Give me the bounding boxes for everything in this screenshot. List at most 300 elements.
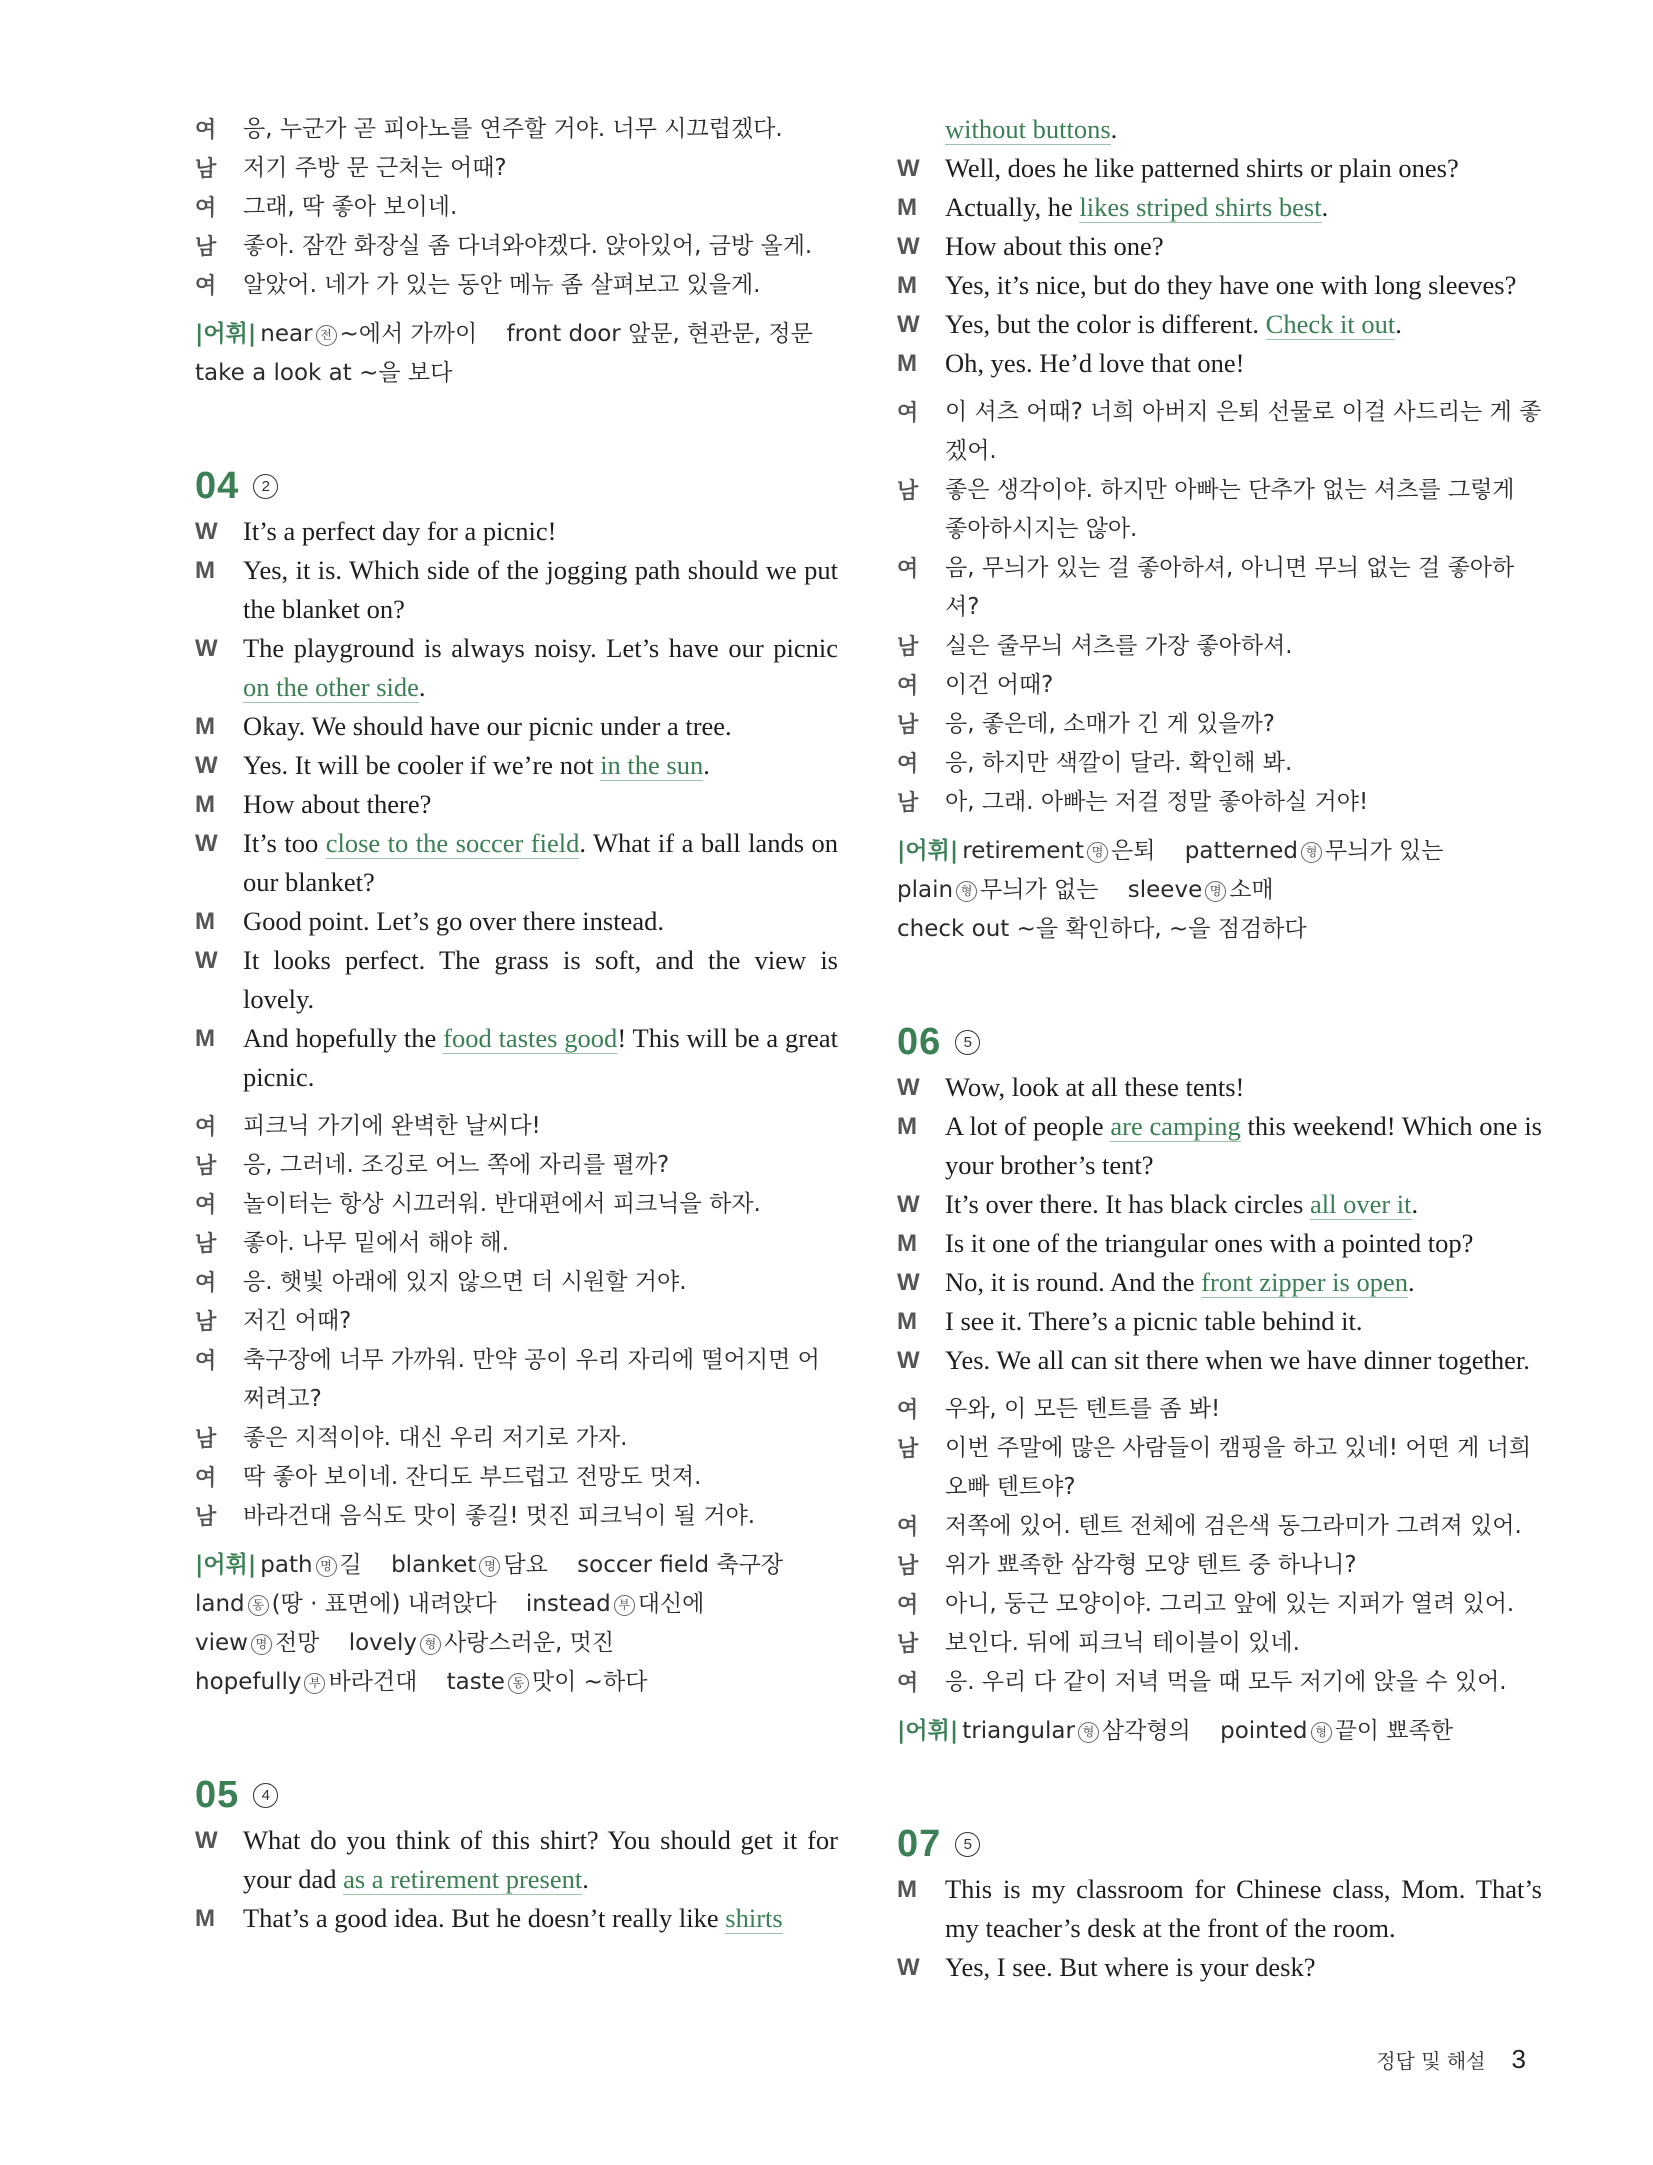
dialogue-text — [243, 551, 838, 629]
vocab-item — [897, 916, 1307, 942]
translation-line — [897, 1585, 1542, 1624]
answer-circle: 5 — [955, 1030, 980, 1055]
text-segment: Yes. We all can sit there when we have dinner together. — [945, 1345, 1530, 1375]
translation-line — [195, 1185, 838, 1224]
vocab-item — [1185, 838, 1444, 864]
vocab-word: retirement — [962, 838, 1085, 864]
text-segment: The playground is always noisy. Let’s have our picnic — [243, 633, 838, 663]
vocab-item — [897, 877, 1098, 903]
vocab-meaning: 무늬가 없는 — [980, 877, 1099, 903]
speaker-label: W — [195, 1827, 218, 1854]
dialogue-text — [243, 707, 838, 746]
translation-line — [897, 1507, 1542, 1546]
translation-text: 좋아. 나무 밑에서 해야 해. — [243, 1230, 510, 1256]
vocab-item — [1128, 877, 1274, 903]
english-dialogue — [195, 1821, 838, 1938]
text-segment: How about this one? — [945, 231, 1164, 261]
translation-line — [195, 1107, 838, 1146]
translation-text: 응, 누군가 곧 피아노를 연주할 거야. 너무 시끄럽겠다. — [243, 116, 783, 142]
translation-line — [195, 1497, 838, 1536]
part-of-speech-mark: 형 — [1311, 1722, 1332, 1743]
part-of-speech-mark: 명 — [1205, 881, 1226, 902]
right-column — [897, 110, 1542, 1987]
text-segment: I see it. There’s a picnic table behind it. — [945, 1306, 1363, 1336]
vocab-word: sleeve — [1127, 877, 1203, 903]
translation-text: 우와, 이 모든 텐트를 좀 봐! — [945, 1396, 1221, 1422]
vocab-item — [349, 1630, 614, 1656]
speaker-label: W — [195, 752, 218, 779]
text-segment: Well, does he like patterned shirts or plain ones? — [945, 153, 1459, 183]
translation-line — [195, 1419, 838, 1458]
part-of-speech-mark: 형 — [956, 881, 977, 902]
translation-text: 보인다. 뒤에 피크닉 테이블이 있네. — [945, 1630, 1300, 1656]
speaker-label: 남 — [195, 1231, 217, 1256]
vocab-item — [195, 1669, 417, 1695]
translation-text: 음, 무늬가 있는 걸 좋아하셔, 아니면 무늬 없는 걸 좋아하셔? — [945, 555, 1515, 620]
vocab-meaning: ~을 확인하다, ~을 점검하다 — [1016, 916, 1307, 942]
speaker-label: 남 — [195, 1504, 217, 1529]
part-of-speech-mark: 부 — [614, 1595, 635, 1616]
part-of-speech-mark: 부 — [304, 1673, 325, 1694]
vocab-item — [447, 1669, 648, 1695]
question-number: 06 — [897, 1021, 942, 1063]
dialogue-line — [195, 551, 838, 629]
dialogue-line — [897, 344, 1542, 383]
korean-translation — [897, 393, 1542, 822]
vocabulary-box — [897, 832, 1542, 949]
translation-text: 응, 좋은데, 소매가 긴 게 있을까? — [945, 711, 1276, 737]
vocab-item — [260, 1552, 362, 1578]
translation-line — [195, 1302, 838, 1341]
text-segment: . — [1321, 192, 1329, 222]
dialogue-line — [897, 110, 1542, 149]
part-of-speech-mark: 동 — [508, 1673, 529, 1694]
dialogue-text — [243, 824, 838, 902]
translation-text: 응, 하지만 색깔이 달라. 확인해 봐. — [945, 750, 1293, 776]
dialogue-text — [243, 512, 838, 551]
answer-highlight: in the sun — [600, 750, 704, 780]
text-segment: . — [1395, 309, 1402, 339]
speaker-label: 남 — [195, 1309, 217, 1334]
translation-line — [897, 1663, 1542, 1702]
dialogue-line — [195, 629, 838, 707]
vocab-meaning: 삼각형의 — [1101, 1718, 1191, 1744]
part-of-speech-mark: 명 — [479, 1556, 500, 1577]
dialogue-text — [243, 1019, 838, 1097]
vocab-label: |어휘| — [897, 838, 959, 864]
speaker-label: W — [195, 947, 218, 974]
text-segment: What do you think of this shirt? You should get it for your dad — [243, 1825, 838, 1894]
translation-text: 바라건대 음식도 맛이 좋길! 멋진 피크닉이 될 거야. — [243, 1503, 756, 1529]
speaker-label: W — [897, 311, 920, 338]
translation-line — [195, 188, 838, 227]
footer-label: 정답 및 해설 — [1376, 2049, 1486, 2073]
vocab-item — [195, 1591, 497, 1617]
speaker-label: 남 — [897, 790, 919, 815]
translation-line — [195, 227, 838, 266]
vocab-word: blanket — [391, 1552, 477, 1578]
vocab-item — [962, 1718, 1191, 1744]
speaker-label: 여 — [897, 1397, 919, 1422]
dialogue-line — [897, 1870, 1542, 1948]
dialogue-text — [243, 746, 838, 785]
english-dialogue — [897, 110, 1542, 383]
speaker-label: 여 — [195, 1114, 217, 1139]
speaker-label: 남 — [897, 478, 919, 503]
answer-highlight: Check it out — [1265, 309, 1396, 339]
dialogue-text — [945, 305, 1542, 344]
speaker-label: W — [897, 1191, 920, 1218]
translation-text: 응, 그러네. 조깅로 어느 쪽에 자리를 펼까? — [243, 1152, 670, 1178]
part-of-speech-mark: 형 — [1078, 1722, 1099, 1743]
translation-text: 응. 햇빛 아래에 있지 않으면 더 시원할 거야. — [243, 1269, 687, 1295]
vocab-meaning: 무늬가 있는 — [1325, 838, 1444, 864]
speaker-label: M — [195, 791, 215, 818]
vocab-meaning: 앞문, 현관문, 정문 — [628, 321, 813, 347]
speaker-label: 여 — [195, 1465, 217, 1490]
dialogue-line — [897, 149, 1542, 188]
korean-translation — [195, 1107, 838, 1536]
text-segment: . — [703, 750, 710, 780]
translation-line — [195, 266, 838, 305]
dialogue-text — [945, 149, 1542, 188]
page-footer — [1376, 2044, 1526, 2075]
translation-text: 저쪽에 있어. 텐트 전체에 검은색 동그라미가 그려져 있어. — [945, 1513, 1522, 1539]
vocab-item — [526, 1591, 704, 1617]
translation-text: 실은 줄무늬 셔츠를 가장 좋아하셔. — [945, 633, 1293, 659]
speaker-label: 남 — [897, 1436, 919, 1461]
speaker-label: M — [195, 557, 215, 584]
vocab-meaning: 끝이 뾰족한 — [1334, 1718, 1453, 1744]
speaker-label: M — [897, 1230, 917, 1257]
translation-line — [897, 1429, 1542, 1507]
text-segment: Actually, he — [945, 192, 1080, 222]
translation-text: 아니, 둥근 모양이야. 그리고 앞에 있는 지퍼가 열려 있어. — [945, 1591, 1515, 1617]
translation-text: 저기 주방 문 근처는 어때? — [243, 155, 507, 181]
vocab-meaning: 담요 — [503, 1552, 548, 1578]
translation-text: 좋은 지적이야. 대신 우리 저기로 가자. — [243, 1425, 628, 1451]
part-of-speech-mark: 명 — [251, 1634, 272, 1655]
text-segment: It’s a perfect day for a picnic! — [243, 516, 557, 546]
speaker-label: M — [897, 350, 917, 377]
dialogue-line — [897, 1224, 1542, 1263]
answer-highlight: food tastes good — [443, 1023, 618, 1053]
vocab-word: taste — [446, 1669, 505, 1695]
dialogue-text — [945, 1302, 1542, 1341]
part-of-speech-mark: 동 — [248, 1595, 269, 1616]
speaker-label: 여 — [195, 1348, 217, 1373]
answer-highlight: front zipper is open — [1201, 1267, 1408, 1297]
dialogue-text — [945, 1224, 1542, 1263]
speaker-label: 남 — [195, 234, 217, 259]
translation-line — [897, 705, 1542, 744]
text-segment: . What if a ball lands on our blanket? — [243, 828, 839, 897]
translation-text: 응. 우리 다 같이 저녁 먹을 때 모두 저기에 앉을 수 있어. — [945, 1669, 1507, 1695]
vocab-word: soccer field — [577, 1552, 710, 1578]
vocab-item — [1220, 1718, 1453, 1744]
text-segment: Yes, I see. But where is your desk? — [945, 1952, 1316, 1982]
text-segment: . — [1407, 1267, 1415, 1297]
dialogue-line — [897, 1948, 1542, 1987]
speaker-label: 여 — [897, 673, 919, 698]
dialogue-line — [195, 512, 838, 551]
translation-line — [897, 1390, 1542, 1429]
speaker-label: W — [897, 1269, 920, 1296]
speaker-label: M — [195, 908, 215, 935]
translation-text: 놀이터는 항상 시끄러워. 반대편에서 피크닉을 하자. — [243, 1191, 761, 1217]
speaker-label: 남 — [195, 1426, 217, 1451]
speaker-label: M — [195, 1025, 215, 1052]
dialogue-line — [195, 1019, 838, 1097]
text-segment: That’s a good idea. But he doesn’t really like — [243, 1903, 726, 1933]
speaker-label: M — [195, 713, 215, 740]
speaker-label: 남 — [897, 712, 919, 737]
dialogue-line — [195, 941, 838, 1019]
speaker-label: M — [195, 1905, 215, 1932]
speaker-label: 여 — [195, 1192, 217, 1217]
text-segment: Yes, but the color is different. — [945, 309, 1266, 339]
translation-line — [897, 471, 1542, 549]
dialogue-line — [195, 1899, 838, 1938]
question-number: 07 — [897, 1823, 942, 1865]
translation-line — [195, 1146, 838, 1185]
question-header-04 — [195, 465, 838, 508]
translation-line — [897, 1624, 1542, 1663]
vocabulary-box — [897, 1712, 1542, 1751]
vocabulary-box — [195, 1546, 838, 1702]
answer-highlight: on the other side — [243, 672, 419, 702]
english-dialogue — [897, 1068, 1542, 1380]
speaker-label: 여 — [897, 556, 919, 581]
translation-text: 그래, 딱 좋아 보이네. — [243, 194, 458, 220]
translation-line — [897, 1546, 1542, 1585]
translation-line — [195, 149, 838, 188]
question-header-06 — [897, 1021, 1542, 1064]
vocab-item — [577, 1552, 783, 1578]
speaker-label: 여 — [195, 195, 217, 220]
speaker-label: 여 — [897, 400, 919, 425]
dialogue-line — [195, 824, 838, 902]
dialogue-text — [945, 1107, 1542, 1185]
text-segment: . — [582, 1864, 589, 1894]
part-of-speech-mark: 전 — [316, 325, 337, 346]
vocab-label: |어휘| — [195, 321, 257, 347]
dialogue-line — [897, 266, 1542, 305]
text-segment: It’s over there. It has black circles — [945, 1189, 1310, 1219]
text-segment: . — [1411, 1189, 1419, 1219]
answer-circle: 2 — [253, 474, 278, 499]
vocab-word: patterned — [1184, 838, 1299, 864]
korean-translation — [195, 110, 838, 305]
text-segment: Yes, it is. Which side of the jogging path should we put the blanket on? — [243, 555, 838, 624]
dialogue-line — [897, 1185, 1542, 1224]
dialogue-text — [945, 188, 1542, 227]
translation-line — [195, 110, 838, 149]
dialogue-text — [945, 266, 1542, 305]
english-dialogue — [195, 512, 838, 1097]
text-segment: This is my classroom for Chinese class, Mom. That’s my teacher’s desk at the front of the room. — [945, 1874, 1542, 1943]
speaker-label: W — [897, 233, 920, 260]
translation-text: 위가 뾰족한 삼각형 모양 텐트 중 하나니? — [945, 1552, 1357, 1578]
vocab-item — [391, 1552, 548, 1578]
dialogue-text — [945, 110, 1542, 149]
vocab-item — [507, 321, 813, 347]
vocab-meaning: (땅 · 표면에) 내려앉다 — [271, 1591, 497, 1617]
vocab-word: instead — [525, 1591, 611, 1617]
vocab-word: hopefully — [195, 1669, 302, 1695]
answer-highlight: all over it — [1309, 1189, 1412, 1219]
text-segment: A lot of people — [945, 1111, 1111, 1141]
answer-highlight: are camping — [1110, 1111, 1241, 1141]
dialogue-text — [243, 1821, 838, 1899]
text-segment: It looks perfect. The grass is soft, and the view is lovely. — [243, 945, 838, 1014]
english-dialogue — [897, 1870, 1542, 1987]
text-segment: . — [1110, 114, 1118, 144]
text-segment: It’s too — [243, 828, 326, 858]
vocab-word: front door — [506, 321, 621, 347]
speaker-label: 여 — [897, 1514, 919, 1539]
dialogue-text — [243, 902, 838, 941]
translation-text: 피크닉 가기에 완벽한 날씨다! — [243, 1113, 541, 1139]
vocab-meaning: 축구장 — [716, 1552, 784, 1578]
dialogue-line — [897, 1341, 1542, 1380]
vocab-meaning: 바라건대 — [328, 1669, 418, 1695]
vocab-word: view — [195, 1630, 248, 1656]
answer-highlight: without buttons — [945, 114, 1111, 144]
speaker-label: W — [897, 1347, 920, 1374]
dialogue-line — [195, 902, 838, 941]
question-header-05 — [195, 1774, 838, 1817]
vocab-word: near — [260, 321, 313, 347]
question-number: 04 — [195, 465, 240, 507]
dialogue-line — [897, 188, 1542, 227]
dialogue-line — [897, 1263, 1542, 1302]
vocab-item — [962, 838, 1155, 864]
vocab-meaning: 소매 — [1229, 877, 1274, 903]
vocab-meaning: 전망 — [274, 1630, 320, 1656]
vocab-label: |어휘| — [897, 1718, 959, 1744]
text-segment: this weekend! Which one is your brother’s tent? — [945, 1111, 1542, 1180]
left-column — [195, 110, 838, 1938]
answer-highlight: likes striped shirts best — [1079, 192, 1322, 222]
text-segment: Is it one of the triangular ones with a pointed top? — [945, 1228, 1474, 1258]
vocab-meaning: ~을 보다 — [359, 360, 453, 386]
speaker-label: W — [195, 518, 218, 545]
speaker-label: W — [897, 1074, 920, 1101]
dialogue-text — [945, 1948, 1542, 1987]
translation-line — [195, 1224, 838, 1263]
vocab-meaning: 사랑스러운, 멋진 — [443, 1630, 615, 1656]
vocab-meaning: ~에서 가까이 — [339, 321, 478, 347]
speaker-label: 여 — [897, 1670, 919, 1695]
answer-circle: 5 — [955, 1832, 980, 1857]
dialogue-text — [945, 1068, 1542, 1107]
dialogue-line — [897, 227, 1542, 266]
vocab-item — [195, 360, 452, 386]
question-header-07 — [897, 1823, 1542, 1866]
translation-text: 좋아. 잠깐 화장실 좀 다녀와야겠다. 앉아있어, 금방 올게. — [243, 233, 813, 259]
translation-line — [195, 1263, 838, 1302]
vocab-item — [195, 1630, 319, 1656]
translation-text: 딱 좋아 보이네. 잔디도 부드럽고 전망도 멋져. — [243, 1464, 702, 1490]
translation-text: 아, 그래. 아빠는 저걸 정말 좋아하실 거야! — [945, 789, 1369, 815]
dialogue-line — [897, 1107, 1542, 1185]
text-segment: . — [418, 672, 426, 702]
vocab-word: plain — [897, 877, 954, 903]
dialogue-line — [897, 1302, 1542, 1341]
part-of-speech-mark: 명 — [1087, 842, 1108, 863]
text-segment: And hopefully the — [243, 1023, 444, 1053]
translation-line — [897, 627, 1542, 666]
speaker-label: W — [897, 155, 920, 182]
vocab-label: |어휘| — [195, 1552, 257, 1578]
vocab-word: land — [195, 1591, 245, 1617]
translation-text: 이건 어때? — [945, 672, 1054, 698]
speaker-label: 여 — [897, 751, 919, 776]
dialogue-line — [195, 707, 838, 746]
vocab-meaning: 맛이 ~하다 — [531, 1669, 648, 1695]
dialogue-text — [243, 1899, 838, 1938]
vocab-word: pointed — [1220, 1718, 1308, 1744]
vocab-word: triangular — [962, 1718, 1075, 1744]
speaker-label: 남 — [195, 1153, 217, 1178]
speaker-label: M — [897, 1113, 917, 1140]
translation-text: 이 셔츠 어때? 너희 아버지 은퇴 선물로 이걸 사드리는 게 좋겠어. — [945, 399, 1542, 464]
vocab-meaning: 대신에 — [637, 1591, 705, 1617]
translation-text: 알았어. 네가 가 있는 동안 메뉴 좀 살펴보고 있을게. — [243, 272, 761, 298]
translation-line — [195, 1458, 838, 1497]
translation-line — [897, 744, 1542, 783]
vocab-word: lovely — [348, 1630, 417, 1656]
translation-text: 좋은 생각이야. 하지만 아빠는 단추가 없는 셔츠를 그렇게 좋아하시지는 않아. — [945, 477, 1515, 542]
dialogue-text — [945, 227, 1542, 266]
translation-line — [897, 549, 1542, 627]
dialogue-text — [945, 1185, 1542, 1224]
part-of-speech-mark: 형 — [420, 1634, 441, 1655]
dialogue-text — [243, 629, 838, 707]
dialogue-line — [195, 785, 838, 824]
speaker-label: W — [195, 635, 218, 662]
part-of-speech-mark: 명 — [316, 1556, 337, 1577]
page-number: 3 — [1511, 2044, 1526, 2074]
vocab-word: take a look at — [195, 360, 352, 386]
text-segment: No, it is round. And the — [945, 1267, 1202, 1297]
text-segment: Yes. It will be cooler if we’re not — [243, 750, 601, 780]
speaker-label: M — [897, 1876, 917, 1903]
speaker-label: 여 — [897, 1592, 919, 1617]
dialogue-text — [945, 1263, 1542, 1302]
text-segment: Wow, look at all these tents! — [945, 1072, 1245, 1102]
dialogue-line — [897, 1068, 1542, 1107]
vocab-meaning: 길 — [339, 1552, 362, 1578]
translation-line — [897, 393, 1542, 471]
speaker-label: 여 — [195, 1270, 217, 1295]
translation-line — [195, 1341, 838, 1419]
speaker-label: 여 — [195, 117, 217, 142]
dialogue-text — [243, 941, 838, 1019]
speaker-label: M — [897, 1308, 917, 1335]
dialogue-text — [945, 1341, 1542, 1380]
speaker-label: 남 — [195, 156, 217, 181]
speaker-label: M — [897, 194, 917, 221]
dialogue-line — [897, 305, 1542, 344]
text-segment: Okay. We should have our picnic under a tree. — [243, 711, 732, 741]
dialogue-line — [195, 1821, 838, 1899]
text-segment: ! This will be a great picnic. — [243, 1023, 839, 1092]
text-segment: Yes, it’s nice, but do they have one with long sleeves? — [945, 270, 1517, 300]
dialogue-line — [195, 746, 838, 785]
part-of-speech-mark: 형 — [1301, 842, 1322, 863]
